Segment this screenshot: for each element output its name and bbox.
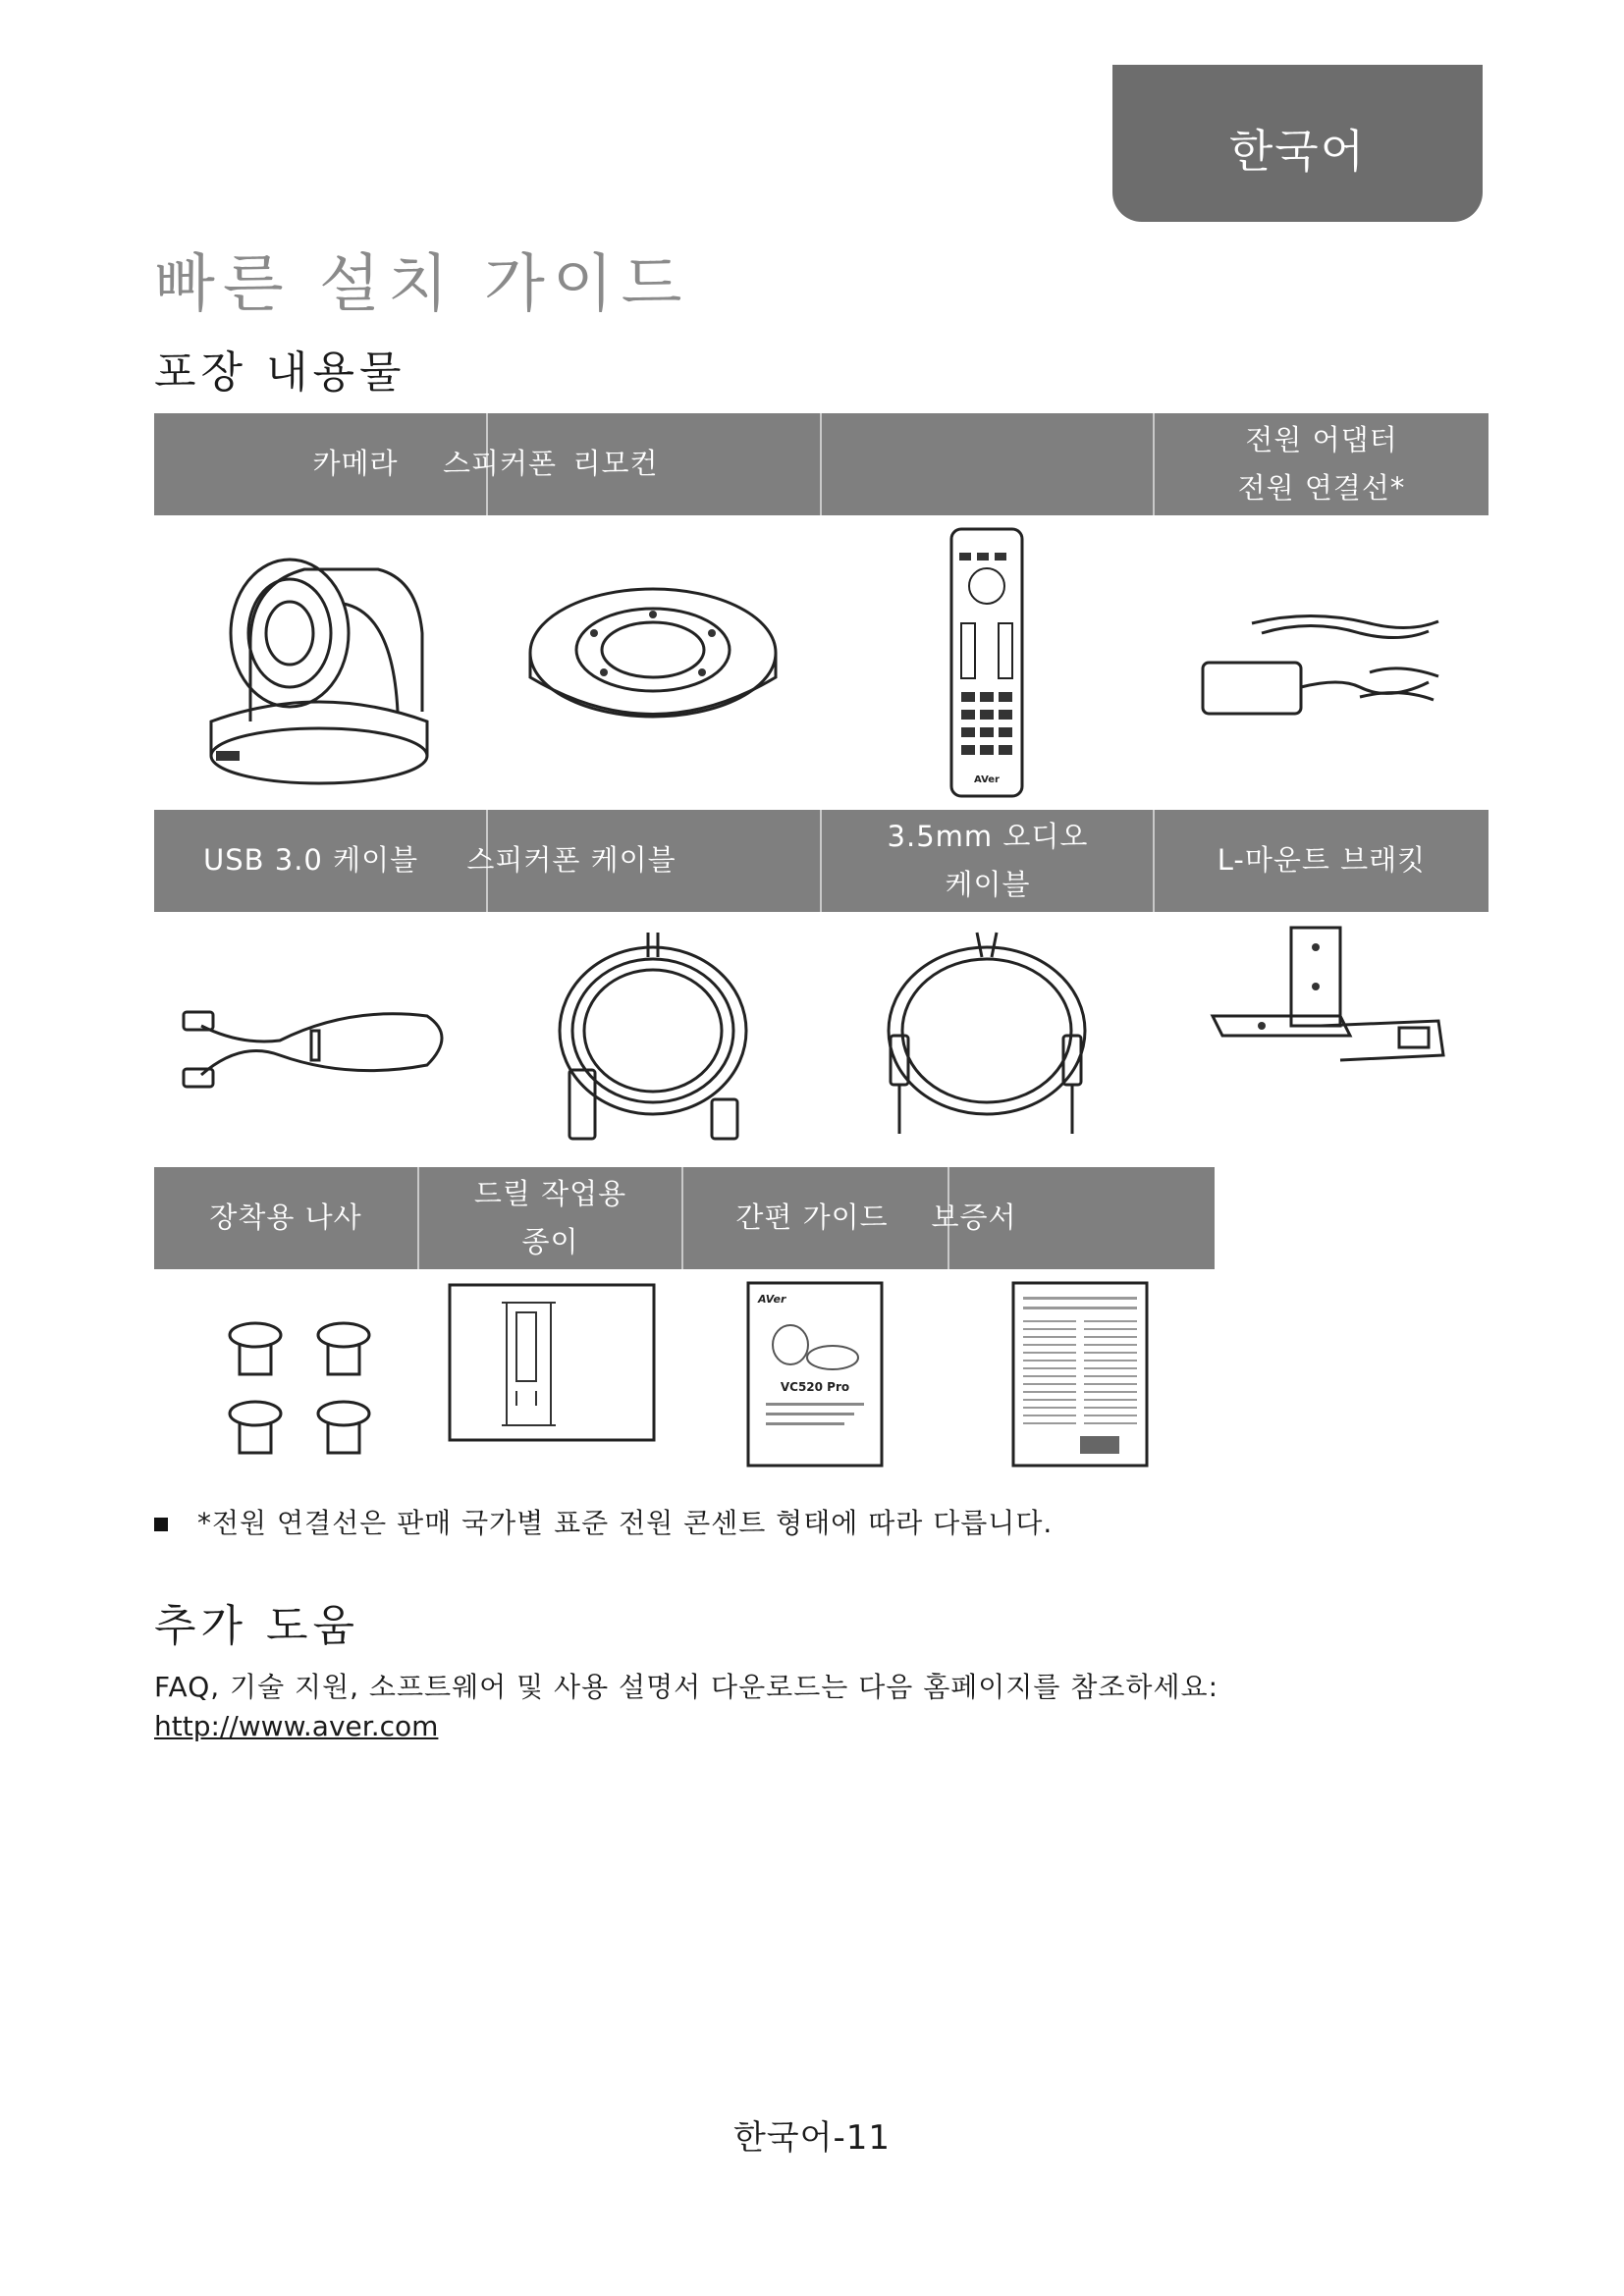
label-power-cord: 전원 연결선* (1237, 471, 1406, 505)
section-heading-contents: 포장 내용물 (154, 347, 406, 398)
label-quick-guide: 간편 가이드 (735, 1201, 889, 1235)
quick-guide-brand: AVer (758, 1293, 786, 1306)
label-audio-cable (822, 810, 1154, 912)
warranty-image (1011, 1281, 1149, 1468)
square-bullet-icon (154, 1518, 168, 1531)
label-power (1155, 413, 1489, 515)
label-drill-paper-line2: 종이 (521, 1225, 579, 1258)
power-cord-note (154, 1502, 1053, 1541)
label-usb-cable: USB 3.0 케이블 (203, 843, 419, 878)
audio-cable-image (879, 928, 1095, 1148)
label-l-mount-bracket: L-마운트 브래킷 (1217, 843, 1427, 878)
faq-text: FAQ, 기술 지원, 소프트웨어 및 사용 설명서 다운로드는 다음 홈페이지를 참조하세요: (154, 1671, 1219, 1703)
label-speakerphone-cable: 스피커폰 케이블 (466, 843, 677, 878)
camera-logo-mark (216, 751, 240, 761)
label-audio-cable-line2: 케이블 (945, 868, 1031, 901)
speakerphone-cable-image (550, 928, 756, 1148)
table-header-row-3 (154, 1167, 1215, 1269)
table-header-row-2 (154, 810, 1489, 912)
label-remote: 리모컨 (572, 447, 659, 481)
mounting-screws-image (216, 1315, 393, 1463)
l-mount-bracket-image (1203, 918, 1448, 1065)
language-tab: 한국어 (1112, 65, 1483, 222)
speakerphone-image (525, 579, 781, 756)
label-power-adapter: 전원 어댑터 (1245, 422, 1398, 456)
label-camera: 카메라 (312, 447, 399, 481)
label-audio-cable-line1: 3.5mm 오디오 (887, 819, 1089, 853)
page-title: 빠른 설치 가이드 (154, 248, 690, 321)
power-adapter-image (1193, 604, 1448, 731)
label-speakerphone: 스피커폰 (442, 447, 558, 481)
label-drill-paper (419, 1167, 681, 1269)
table-header-row-1 (154, 413, 1489, 515)
camera-image (196, 525, 442, 790)
usb-cable-image (182, 987, 457, 1104)
website-link[interactable]: http://www.aver.com (154, 1710, 439, 1742)
remote-brand-logo: AVer (974, 774, 1000, 785)
note-text: *전원 연결선은 판매 국가별 표준 전원 콘센트 형태에 따라 다릅니다. (197, 1507, 1054, 1539)
label-warranty: 보증서 (931, 1201, 1017, 1235)
label-mounting-screws: 장착용 나사 (209, 1201, 362, 1235)
quick-guide-image (746, 1281, 884, 1468)
drill-paper-image (448, 1283, 656, 1442)
section-heading-help: 추가 도움 (154, 1601, 360, 1651)
page-number: 한국어-11 (732, 2118, 892, 2158)
quick-guide-model: VC520 Pro (780, 1380, 850, 1394)
label-drill-paper-line1: 드릴 작업용 (473, 1176, 627, 1210)
remote-control-image (947, 525, 1026, 800)
